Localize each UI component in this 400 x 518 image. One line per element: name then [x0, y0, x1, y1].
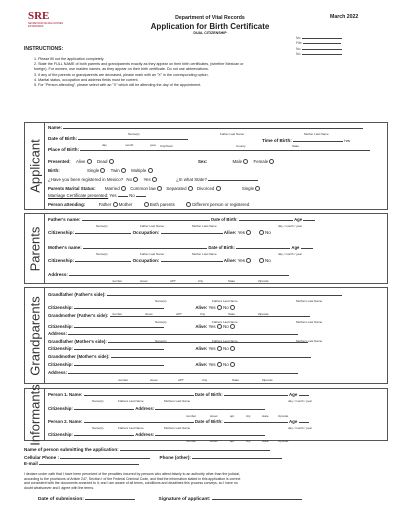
informant2-addr-sub-street: street	[210, 439, 218, 443]
gp-mother-address-input[interactable]	[68, 373, 298, 374]
gp-father-address-input[interactable]	[68, 334, 298, 335]
male-option-label: Male	[232, 159, 243, 164]
instruction-item: foreign). For women, use maiden names, as they appear on their birth certificate. Do not use abbreviations.	[34, 67, 209, 72]
female-option-label: Female	[253, 159, 269, 164]
separated-label: Separated	[166, 186, 187, 191]
page-title: Application for Birth Certificate	[150, 22, 270, 31]
dob-input[interactable]	[78, 139, 188, 140]
pob-sub-county: County	[236, 144, 246, 148]
gf-father-citizen-label: Citizenship:	[48, 305, 73, 310]
gm-mother-alive-label: Alive:	[195, 362, 208, 367]
mother-citizenship-row	[48, 258, 271, 263]
gm-mother-input[interactable]	[111, 357, 311, 358]
gm-mother-yes-radio[interactable]	[217, 362, 222, 367]
what-state-label: ¿In what State?	[176, 177, 207, 182]
tob-label: Time of Birth:	[262, 138, 292, 143]
instructions-heading: INSTRUCTIONS:	[24, 46, 64, 52]
name-sub-1: Name(s)	[128, 132, 140, 136]
mother-age-label: Age	[291, 245, 300, 250]
gf-mother-citizen-row	[48, 346, 235, 351]
file-field-1[interactable]	[302, 38, 342, 39]
gp-mother-addr-sub-zip: Zipcode	[262, 378, 273, 382]
informant1-age-input[interactable]	[299, 395, 309, 396]
gp-father-address-label: Address:	[48, 331, 68, 336]
attending-both-radio[interactable]	[144, 202, 149, 207]
informant1-addr-sub-street: street	[210, 414, 218, 418]
gp-father-addr-sub-street: street	[145, 312, 153, 316]
informant1-addr-sub-city: city	[246, 414, 251, 418]
gf-father-no-radio[interactable]	[230, 305, 235, 310]
gm-mother-citizen-input[interactable]	[74, 365, 164, 366]
separated-radio[interactable]	[188, 186, 193, 191]
tob-input[interactable]	[293, 141, 343, 142]
gm-father-citizen-row	[48, 324, 235, 329]
gf-mother-no-label: No	[223, 346, 229, 351]
attending-label: Person attending:	[48, 202, 86, 207]
other-phone-input[interactable]	[192, 458, 282, 459]
informant2-address-input[interactable]	[155, 435, 265, 436]
informant1-addr-sub-state: state	[262, 414, 269, 418]
father-sub-3: Mother Last Name	[192, 224, 217, 228]
common-law-label: Common law	[130, 186, 156, 191]
informant2-addr-sub-state: state	[262, 439, 269, 443]
gm-father-input[interactable]	[110, 316, 310, 317]
gf-mother-yes-label: Yes	[208, 346, 216, 351]
father-alive-label: Alive:	[223, 230, 237, 235]
instruction-item: 2. State the FULL NAME of both parents and grandparents exactly as they appear on their birth certificates, (whether Mexican or	[34, 62, 244, 67]
informant2-addr-sub-city: city	[246, 439, 251, 443]
informant2-dob-label: Date of Birth:	[194, 419, 223, 424]
father-alive-yes-radio[interactable]	[246, 230, 251, 235]
father-yes-label: Yes	[237, 230, 246, 235]
gf-father-sub-3: Mothers Last Name	[296, 299, 323, 303]
gf-father-sub-2: Fathers Last Name	[212, 299, 238, 303]
date-submission-input[interactable]	[85, 499, 135, 500]
informant2-addr-sub-zip: zipcode	[278, 439, 289, 443]
header-date: March 2022	[330, 14, 359, 20]
gm-father-citizen-label: Citizenship:	[48, 324, 73, 329]
father-dob-label: Date of Birth:	[211, 217, 238, 222]
presented-label: Presented:	[48, 159, 71, 164]
father-dob-input[interactable]	[239, 220, 293, 221]
gp-father-addr-sub-city: City	[200, 312, 206, 316]
father-citizenship-row	[48, 230, 271, 235]
gp-father-addr-sub-apt: APT	[176, 312, 182, 316]
divorced-radio[interactable]	[216, 186, 221, 191]
file-field-label: File:	[296, 41, 303, 46]
mother-dob-label: Date of Birth:	[208, 245, 235, 250]
mother-name-row	[48, 245, 313, 250]
gf-mother-label: Grandfather (Mother's side):	[48, 339, 107, 344]
mother-name-label: Mother's name:	[48, 245, 82, 250]
informant2-address-label: Address:	[135, 432, 155, 437]
email-input[interactable]	[39, 464, 139, 465]
gm-father-sub-2: Fathers Last Name	[212, 320, 238, 324]
gm-father-no-radio[interactable]	[230, 324, 235, 329]
informant1-addr-sub-number: number	[186, 414, 197, 418]
instruction-item: 3. If any of the parents or grandparents are deceased, please mark with an "X" in the corresponding option.	[34, 72, 209, 77]
gm-mother-label: Grandmother (Mother's side):	[48, 354, 110, 359]
email-label: E-mail	[24, 461, 38, 466]
father-dob-sub: day / month / year	[278, 224, 303, 228]
single-radio[interactable]	[100, 168, 105, 173]
father-sub-2: Father Last Name	[140, 224, 165, 228]
multiple-radio[interactable]	[148, 168, 153, 173]
single-option-label: Single	[86, 168, 100, 173]
mother-sub-1: Name(s)	[96, 252, 108, 256]
gm-father-yes-radio[interactable]	[217, 324, 222, 329]
applicant-side-label: Applicant	[25, 123, 45, 209]
gf-mother-citizen-label: Citizenship:	[48, 346, 73, 351]
parents-address-input[interactable]	[69, 275, 289, 276]
date-submission-label: Date of submission:	[38, 497, 84, 502]
father-citizenship-input[interactable]	[75, 233, 131, 234]
file-field-2[interactable]	[303, 43, 341, 44]
gm-mother-sub-3: Mothers Last Name	[296, 339, 323, 343]
gf-father-citizen-input[interactable]	[74, 308, 164, 309]
informant2-row	[48, 419, 309, 424]
informant2-dob-input[interactable]	[224, 422, 288, 423]
gp-mother-addr-sub-number: number	[118, 378, 129, 382]
file-field-label: No.	[296, 46, 302, 51]
both-att-label: Both parents	[149, 202, 175, 207]
single-status-label: Single	[241, 186, 255, 191]
signature-label: Signature of applicant:	[158, 497, 211, 502]
instructions-list	[34, 57, 384, 88]
divorced-label: Divorced	[197, 186, 215, 191]
informant2-name-input[interactable]	[84, 422, 194, 423]
file-field-label: No.	[296, 52, 302, 57]
applicant-pob-row	[48, 147, 370, 152]
other-phone-label: Phone (other):	[159, 455, 191, 460]
gm-father-yes-label: Yes	[208, 324, 216, 329]
hrs-label: hrs	[344, 138, 350, 143]
gm-mother-sub-1: Name(s)	[155, 339, 167, 343]
twin-option-label: Twin	[110, 168, 120, 173]
gm-father-label: Grandmother (Father's side):	[48, 313, 109, 318]
informant1-sub-1: Name(s)	[92, 399, 104, 403]
mother-no-label: No	[264, 258, 271, 263]
yes-option-label: Yes	[143, 177, 151, 182]
mother-citizenship-input[interactable]	[75, 261, 131, 262]
informant2-addr-sub-apt: apt	[230, 439, 235, 443]
different-att-label: Different person or registered	[192, 202, 250, 207]
parents-addr-sub-street: street	[140, 279, 148, 283]
gp-mother-addr-sub-state: State	[232, 378, 240, 382]
single-status-radio[interactable]	[255, 186, 260, 191]
registered-row	[48, 177, 258, 182]
mother-att-label: Mother	[118, 202, 133, 207]
mother-occupation-label: Occupation:	[132, 258, 160, 263]
marital-row	[48, 186, 260, 191]
signature-input[interactable]	[212, 499, 302, 500]
gf-mother-input[interactable]	[108, 342, 308, 343]
dob-sub-day: day	[102, 143, 107, 147]
oath-line: and consistent with the documents annexed to it, and I am aware of all terms, conditions and deadlines this process conveys, so I have no	[24, 481, 238, 486]
gf-father-citizen-row	[48, 305, 235, 310]
gf-mother-yes-radio[interactable]	[217, 346, 222, 351]
cert-yes-input[interactable]	[118, 196, 128, 197]
informant1-label: Person 1. Name:	[48, 392, 83, 397]
no-option-label: No	[126, 177, 133, 182]
parents-addr-sub-city: City	[198, 279, 204, 283]
parents-addr-sub-number: number	[112, 279, 123, 283]
marriage-cert-label: Marriage Certificate presented:	[48, 193, 109, 198]
mother-sub-3: Mother Last Name	[192, 252, 217, 256]
gf-father-sub-1: Name(s)	[155, 299, 167, 303]
applicant-name-input[interactable]	[63, 128, 363, 129]
logo-text: SRE	[28, 10, 50, 22]
instruction-item: 5. For "Person attending", please select with an "X" which will be attending the day of the appointment.	[34, 83, 202, 88]
birth-label: Birth:	[48, 168, 60, 173]
file-field-label: No.	[296, 36, 302, 40]
gp-father-addr-sub-zip: Zipcode	[258, 312, 269, 316]
informant2-sub-2: Fathers Last Name	[118, 426, 144, 430]
submitter-label: Name of person submitting the application:	[24, 447, 119, 452]
gp-father-addr-sub-number: number	[112, 312, 123, 316]
submitter-row	[24, 447, 270, 452]
parents-addr-sub-apt: APT	[170, 279, 176, 283]
dead-radio[interactable]	[109, 159, 114, 164]
applicant-tob-row	[262, 138, 350, 143]
father-name-input[interactable]	[82, 220, 210, 221]
email-row	[24, 461, 139, 466]
birth-row	[48, 168, 153, 173]
father-citizenship-label: Citizenship:	[48, 230, 75, 235]
common-law-radio[interactable]	[157, 186, 162, 191]
instruction-item: 4. Marital status, occupation and address fields must be current.	[34, 77, 139, 82]
father-age-input[interactable]	[303, 220, 315, 221]
informant2-citizen-input[interactable]	[74, 435, 134, 436]
father-no-label: No	[264, 230, 271, 235]
informant2-addr-sub-number: number	[186, 439, 197, 443]
dob-label: Date of Birth:	[48, 136, 78, 141]
parents-side-label: Parents	[25, 214, 45, 283]
informant1-sub-2: Fathers Last Name	[118, 399, 144, 403]
mother-alive-yes-radio[interactable]	[246, 258, 251, 263]
informant1-sub-3: Mothers Last Name	[164, 399, 191, 403]
marital-label: Parents Marital Status:	[48, 186, 96, 191]
cell-label: Cellular Phone :	[24, 455, 59, 460]
informant2-sub-3: Mothers Last Name	[164, 426, 191, 430]
gm-mother-sub-2: Fathers Last Name	[212, 339, 238, 343]
oath-line: I declare under oath that I have been perceived of the penalties incurred by persons who attest falsely to an authority other than the judicial,	[24, 472, 240, 476]
informant2-citizen-row	[48, 432, 265, 437]
parents-addr-sub-zip: Zipcode	[258, 279, 269, 283]
father-occupation-label: Occupation:	[132, 230, 160, 235]
presented-row	[48, 159, 114, 164]
logo-subtext: SECRETARÍA DE RELACIONES EXTERIORES	[28, 22, 64, 28]
marriage-cert-row	[48, 193, 146, 198]
informant2-label: Person 2. Name:	[48, 419, 83, 424]
gf-father-input[interactable]	[107, 295, 342, 296]
attending-different-radio[interactable]	[186, 202, 191, 207]
phone-row	[24, 455, 282, 460]
gp-mother-addr-sub-city: City	[202, 378, 208, 382]
dob-sub-year: year	[150, 143, 156, 147]
informant2-citizen-label: Citizenship:	[48, 432, 73, 437]
informant1-dob-sub: day / month / year	[288, 399, 313, 403]
married-label: Married	[104, 186, 120, 191]
gp-father-address-row	[48, 331, 298, 336]
informants-side-label: Informants	[25, 389, 45, 440]
oath-text	[24, 472, 388, 490]
file-field-4[interactable]	[302, 54, 342, 55]
attending-father-radio[interactable]	[113, 202, 118, 207]
name-sub-3: Mother Last Name	[304, 132, 329, 136]
mother-age-input[interactable]	[301, 248, 313, 249]
registered-yes-radio[interactable]	[152, 177, 157, 182]
informant2-age-input[interactable]	[299, 422, 309, 423]
registered-no-radio[interactable]	[133, 177, 138, 182]
informant2-age-label: Age	[289, 419, 298, 424]
mother-occupation-input[interactable]	[161, 261, 223, 262]
mother-sub-2: Father Last Name	[140, 252, 165, 256]
mother-alive-label: Alive:	[223, 258, 237, 263]
gf-father-no-label: No	[223, 305, 229, 310]
mother-dob-input[interactable]	[236, 248, 290, 249]
father-occupation-input[interactable]	[161, 233, 223, 234]
registered-label: ¿Have you been registered in Mexico?	[48, 177, 124, 182]
gf-mother-citizen-input[interactable]	[74, 349, 164, 350]
pob-sub-city: City/Town	[160, 144, 174, 148]
twin-radio[interactable]	[121, 168, 126, 173]
gf-mother-alive-label: Alive:	[195, 346, 208, 351]
informant2-sub-1: Name(s)	[92, 426, 104, 430]
father-alive-no-radio[interactable]	[259, 230, 264, 235]
female-radio[interactable]	[269, 159, 274, 164]
sex-label: Sex:	[198, 159, 208, 164]
informant2-dob-sub: day / month / year	[288, 426, 313, 430]
informant1-address-input[interactable]	[155, 409, 265, 410]
gp-father-addr-sub-state: State	[228, 312, 236, 316]
gm-father-alive-label: Alive:	[195, 324, 208, 329]
gm-mother-citizen-row	[48, 362, 235, 367]
pob-label: Place of Birth:	[48, 147, 80, 152]
parents-addr-sub-state: State	[228, 279, 236, 283]
dept-title: Department of Vital Records	[175, 15, 245, 21]
pob-input[interactable]	[80, 150, 370, 151]
multiple-option-label: Multiple	[131, 168, 147, 173]
gp-mother-addr-sub-street: street	[150, 378, 158, 382]
dob-sub-month: month	[125, 143, 134, 147]
father-sub-1: Name(s)	[96, 224, 108, 228]
mother-name-input[interactable]	[83, 248, 207, 249]
informant1-dob-input[interactable]	[224, 395, 288, 396]
name-sub-2: Father Last Name	[220, 132, 245, 136]
grandparents-side-label: Grandparents	[25, 288, 45, 383]
informant1-dob-label: Date of Birth:	[194, 392, 223, 397]
male-radio[interactable]	[243, 159, 248, 164]
cert-no-label: No	[129, 193, 135, 198]
alive-option-label: Alive	[75, 159, 86, 164]
gm-father-sub-1: Name(s)	[155, 320, 167, 324]
gf-father-yes-radio[interactable]	[217, 305, 222, 310]
mother-citizenship-label: Citizenship:	[48, 258, 75, 263]
gf-father-yes-label: Yes	[208, 305, 216, 310]
alive-radio[interactable]	[87, 159, 92, 164]
informant1-name-input[interactable]	[84, 395, 194, 396]
father-att-label: Father	[98, 202, 112, 207]
oath-line: according to the provisions of Article 247, Section I of the Federal Criminal Code, and that the information stated in this application is correct	[24, 476, 241, 481]
file-field-3[interactable]	[302, 49, 342, 50]
cert-no-input[interactable]	[136, 196, 146, 197]
instruction-item: 1. Please fill out the application completely.	[34, 57, 105, 61]
cert-yes-label: Yes	[109, 193, 117, 198]
father-age-label: Age	[294, 217, 303, 222]
gf-father-alive-label: Alive:	[195, 305, 208, 310]
cell-input[interactable]	[60, 458, 150, 459]
gm-father-sub-3: Mothers Last Name	[296, 320, 323, 324]
mother-yes-label: Yes	[237, 258, 246, 263]
gm-mother-no-label: No	[223, 362, 229, 367]
attending-row	[48, 202, 249, 207]
mother-dob-sub: day / month / year	[278, 252, 303, 256]
gm-father-no-label: No	[223, 324, 229, 329]
name-label: Name:	[48, 125, 63, 130]
gp-mother-address-row	[48, 370, 298, 375]
informant1-row	[48, 392, 309, 397]
gp-mother-address-label: Address:	[48, 370, 68, 375]
signature-row	[38, 497, 302, 502]
informant1-citizen-row	[48, 406, 265, 411]
informant1-citizen-input[interactable]	[74, 409, 134, 410]
informant1-age-label: Age	[289, 392, 298, 397]
father-name-row	[48, 217, 315, 222]
dead-option-label: Dead	[96, 159, 108, 164]
what-state-input[interactable]	[208, 180, 258, 181]
sre-logo	[28, 10, 66, 28]
sex-row	[198, 159, 274, 164]
father-name-label: Father's name:	[48, 217, 81, 222]
page-subtitle: DUAL CITIZENSHIP	[193, 31, 227, 35]
informant1-citizen-label: Citizenship:	[48, 406, 73, 411]
informant1-addr-sub-zip: zipcode	[278, 414, 289, 418]
informant1-address-label: Address:	[135, 406, 155, 411]
gm-mother-no-radio[interactable]	[230, 362, 235, 367]
pob-sub-state: State	[292, 144, 300, 148]
gf-mother-row	[48, 339, 308, 344]
mother-alive-no-radio[interactable]	[259, 258, 264, 263]
parents-address-row	[48, 272, 289, 277]
oath-line: doubt whatsoever and I agree with the terms.	[24, 485, 95, 490]
informant1-addr-sub-apt: apt	[230, 414, 235, 418]
gf-mother-no-radio[interactable]	[230, 346, 235, 351]
gm-mother-citizen-label: Citizenship:	[48, 362, 73, 367]
gf-father-row	[48, 292, 342, 297]
parents-address-label: Address:	[48, 272, 68, 277]
applicant-name-row	[48, 125, 363, 130]
married-radio[interactable]	[121, 186, 126, 191]
gp-mother-addr-sub-apt: APT	[178, 378, 184, 382]
file-fields	[296, 36, 342, 58]
gm-father-citizen-input[interactable]	[74, 327, 164, 328]
applicant-dob-row	[48, 136, 188, 141]
gm-mother-yes-label: Yes	[208, 362, 216, 367]
gm-mother-row	[48, 354, 311, 359]
gf-father-label: Grandfather (Father's side):	[48, 292, 106, 297]
submitter-input[interactable]	[120, 450, 270, 451]
